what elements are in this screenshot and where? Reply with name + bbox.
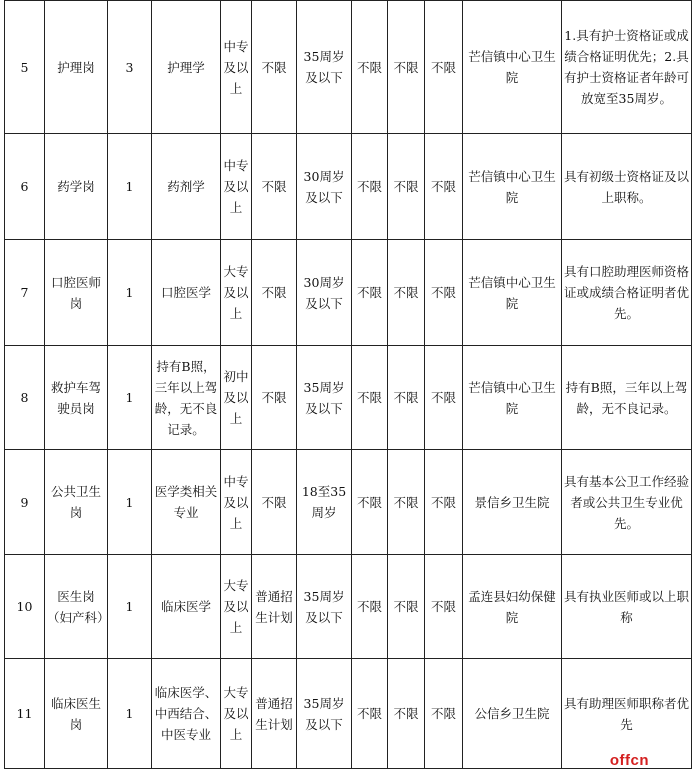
education-cell: 大专及以上 (221, 555, 252, 659)
requirement-2-cell: 不限 (388, 346, 425, 450)
table-body (5, 1, 692, 769)
requirement-3-cell: 不限 (425, 134, 463, 240)
employer-unit-cell: 芒信镇中心卫生院 (463, 346, 562, 450)
row-number-cell: 9 (5, 450, 45, 555)
requirement-1-cell: 不限 (352, 450, 388, 555)
political-status-cell: 普通招生计划 (252, 555, 297, 659)
table-row (5, 346, 692, 450)
requirement-3-cell: 不限 (425, 555, 463, 659)
political-status-cell: 不限 (252, 134, 297, 240)
headcount-cell: 1 (108, 555, 152, 659)
age-cell: 18至35周岁 (297, 450, 352, 555)
political-status-cell: 不限 (252, 1, 297, 134)
headcount-cell: 1 (108, 346, 152, 450)
requirement-1-cell: 不限 (352, 555, 388, 659)
table-row (5, 659, 692, 769)
remarks-cell: 具有助理医师职称者优先 (562, 659, 692, 769)
requirement-2-cell: 不限 (388, 240, 425, 346)
major-cell: 临床医学、中西结合、中医专业 (152, 659, 221, 769)
headcount-cell: 3 (108, 1, 152, 134)
post-name-cell: 医生岗（妇产科） (45, 555, 108, 659)
major-cell: 药剂学 (152, 134, 221, 240)
remarks-cell: 1.具有护士资格证或成绩合格证明优先；2.具有护士资格证者年龄可放宽至35周岁。 (562, 1, 692, 134)
remarks-cell: 具有初级士资格证及以上职称。 (562, 134, 692, 240)
employer-unit-cell: 芒信镇中心卫生院 (463, 134, 562, 240)
table-row (5, 450, 692, 555)
employer-unit-cell: 芒信镇中心卫生院 (463, 240, 562, 346)
employer-unit-cell: 景信乡卫生院 (463, 450, 562, 555)
post-name-cell: 公共卫生岗 (45, 450, 108, 555)
political-status-cell: 不限 (252, 240, 297, 346)
education-cell: 大专及以上 (221, 240, 252, 346)
requirement-2-cell: 不限 (388, 450, 425, 555)
requirement-1-cell: 不限 (352, 1, 388, 134)
requirement-3-cell: 不限 (425, 346, 463, 450)
requirement-1-cell: 不限 (352, 346, 388, 450)
headcount-cell: 1 (108, 240, 152, 346)
requirement-1-cell: 不限 (352, 134, 388, 240)
requirement-1-cell: 不限 (352, 659, 388, 769)
row-number-cell: 7 (5, 240, 45, 346)
education-cell: 中专及以上 (221, 134, 252, 240)
political-status-cell: 不限 (252, 450, 297, 555)
row-number-cell: 6 (5, 134, 45, 240)
headcount-cell: 1 (108, 450, 152, 555)
age-cell: 35周岁及以下 (297, 346, 352, 450)
major-cell: 临床医学 (152, 555, 221, 659)
remarks-cell: 持有B照，三年以上驾龄，无不良记录。 (562, 346, 692, 450)
table-row (5, 1, 692, 134)
table-row (5, 134, 692, 240)
post-name-cell: 护理岗 (45, 1, 108, 134)
remarks-cell: 具有口腔助理医师资格证或成绩合格证明者优先。 (562, 240, 692, 346)
requirement-2-cell: 不限 (388, 555, 425, 659)
post-name-cell: 口腔医师岗 (45, 240, 108, 346)
post-name-cell: 临床医生岗 (45, 659, 108, 769)
table-row (5, 240, 692, 346)
remarks-cell: 具有基本公卫工作经验者或公共卫生专业优先。 (562, 450, 692, 555)
major-cell: 持有B照，三年以上驾龄，无不良记录。 (152, 346, 221, 450)
political-status-cell: 普通招生计划 (252, 659, 297, 769)
row-number-cell: 11 (5, 659, 45, 769)
political-status-cell: 不限 (252, 346, 297, 450)
education-cell: 中专及以上 (221, 1, 252, 134)
requirement-2-cell: 不限 (388, 1, 425, 134)
employer-unit-cell: 公信乡卫生院 (463, 659, 562, 769)
age-cell: 35周岁及以下 (297, 659, 352, 769)
major-cell: 护理学 (152, 1, 221, 134)
requirement-2-cell: 不限 (388, 659, 425, 769)
post-name-cell: 药学岗 (45, 134, 108, 240)
table-row (5, 555, 692, 659)
requirement-3-cell: 不限 (425, 240, 463, 346)
age-cell: 30周岁及以下 (297, 240, 352, 346)
post-name-cell: 救护车驾驶员岗 (45, 346, 108, 450)
remarks-cell: 具有执业医师或以上职称 (562, 555, 692, 659)
headcount-cell: 1 (108, 134, 152, 240)
requirement-1-cell: 不限 (352, 240, 388, 346)
row-number-cell: 10 (5, 555, 45, 659)
education-cell: 大专及以上 (221, 659, 252, 769)
major-cell: 医学类相关专业 (152, 450, 221, 555)
age-cell: 35周岁及以下 (297, 555, 352, 659)
education-cell: 初中及以上 (221, 346, 252, 450)
age-cell: 30周岁及以下 (297, 134, 352, 240)
requirement-3-cell: 不限 (425, 450, 463, 555)
major-cell: 口腔医学 (152, 240, 221, 346)
recruitment-table (4, 0, 692, 769)
headcount-cell: 1 (108, 659, 152, 769)
age-cell: 35周岁及以下 (297, 1, 352, 134)
row-number-cell: 5 (5, 1, 45, 134)
employer-unit-cell: 芒信镇中心卫生院 (463, 1, 562, 134)
requirement-3-cell: 不限 (425, 659, 463, 769)
employer-unit-cell: 孟连县妇幼保健院 (463, 555, 562, 659)
row-number-cell: 8 (5, 346, 45, 450)
education-cell: 中专及以上 (221, 450, 252, 555)
requirement-2-cell: 不限 (388, 134, 425, 240)
requirement-3-cell: 不限 (425, 1, 463, 134)
offcn-watermark: offcn (609, 752, 649, 769)
